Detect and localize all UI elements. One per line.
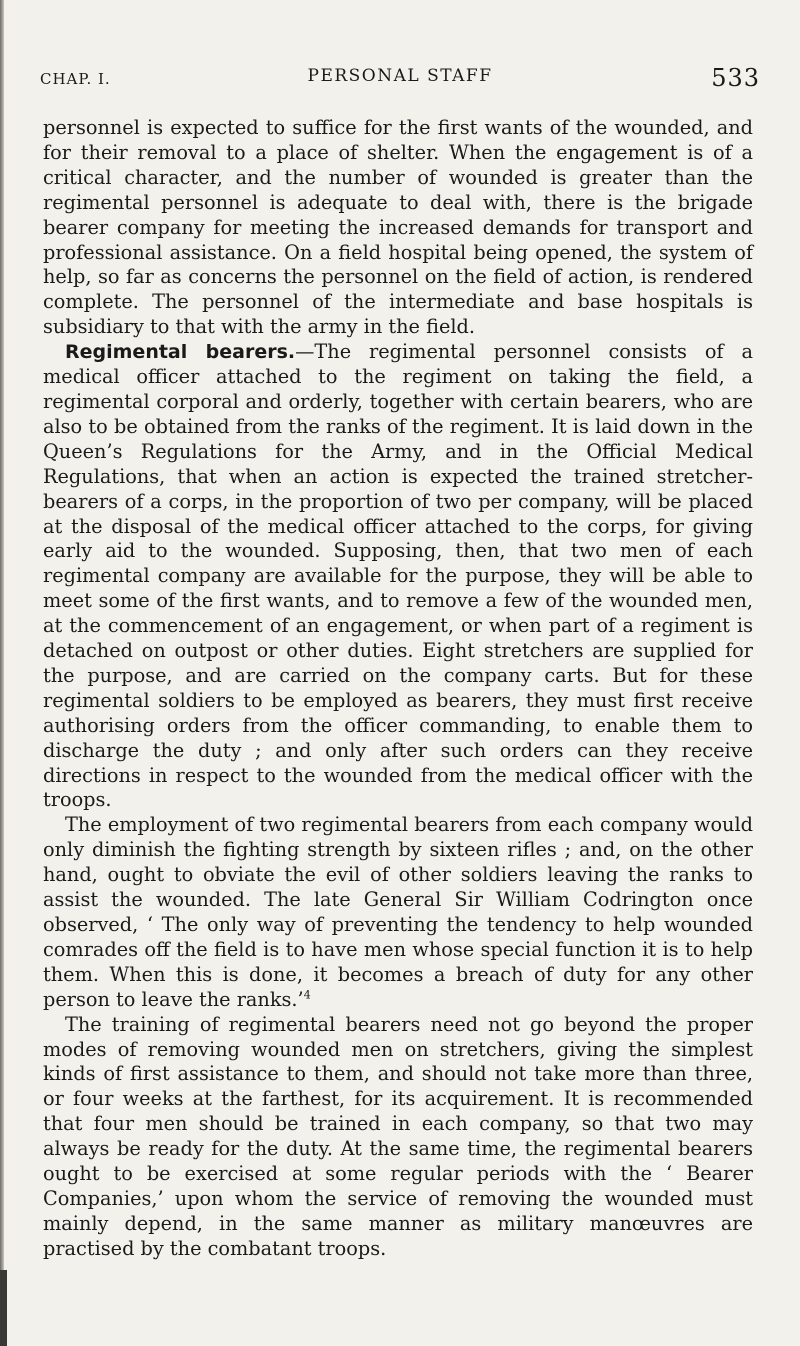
running-title: PERSONAL STAFF [307,66,493,86]
footnote-reference: 4 [303,988,311,1002]
paragraph-employment [43,813,753,1012]
binding-edge-shadow [0,1270,7,1346]
paragraph-continuation [43,116,753,340]
paragraph-text: The training of regimental bearers need not go beyond the proper modes of removing wounded men on stretchers, giving the simplest kinds of first assistance to them, and should not take more than three, or four weeks at the farthest, for its acquirement. It is recommended that four men should be trained in each company, so that two may always be ready for the duty. At the same time, the regimental bearers ought to be exercised at some regular periods with the ‘ Bearer Companies,’ upon whom the service of removing the wounded must mainly depend, in the same manner as military manœuvres are practised by the combatant troops. [43,1012,753,1260]
paragraph-text: —The regimental personnel consists of a medical officer attached to the regiment on taking the field, a regimental corporal and orderly, together with certain bearers, who are also to be obtained from the ranks of the regiment. It is laid down in the Queen’s Regulations for the Army, and in the Official Medical Regulations, that when an action is expected the trained stretcher-bearers of a corps, in the proportion of two per company, will be placed at the disposal of the medical officer attached to the corps, for giving early aid to the wounded. Supposing, then, that two men of each regimental company are available for the purpose, they will be able to meet some of the first wants, and to remove a few of the wounded men, at the commencement of an engagement, or when part of a regiment is detached on outpost or other duties. Eight stretchers are supplied for the purpose, and are carried on the company carts. But for these regimental soldiers to be employed as bearers, they must first receive authorising orders from the officer commanding, to enable them to discharge the duty ; and only after such orders can they receive directions in respect to the wounded from the medical officer with the troops. [43,340,753,812]
paragraph-text: The employment of two regimental bearers from each company would only diminish the fighting strength by sixteen rifles ; and, on the other hand, ought to obviate the evil of other soldiers leaving the ranks to assist the wounded. The late General Sir William Codrington once observed, ‘ The only way of preventing the tendency to help wounded comrades off the field is to have men whose special function it is to help them. When this is done, it becomes a breach of duty for any other person to leave the ranks.’ [43,813,753,1011]
paragraph-regimental-bearers [43,340,753,813]
paragraph-training [43,1013,753,1262]
page-number: 533 [711,64,760,92]
chapter-label: CHAP. I. [40,70,111,88]
binding-edge [0,0,4,1346]
body-text [43,116,753,1262]
running-head [40,66,760,90]
paragraph-text: personnel is expected to suffice for the first wants of the wounded, and for their removal to a place of shelter. When the engagement is of a critical character, and the number of wounded is greater than the regimental personnel is adequate to deal with, there is the brigade bearer company for meeting the increased demands for transport and professional assistance. On a field hospital being opened, the system of help, so far as concerns the personnel on the field of action, is rendered complete. The personnel of the intermediate and base hospitals is subsidiary to that with the army in the field. [43,116,753,339]
section-lead-heading: Regimental bearers. [65,341,296,364]
